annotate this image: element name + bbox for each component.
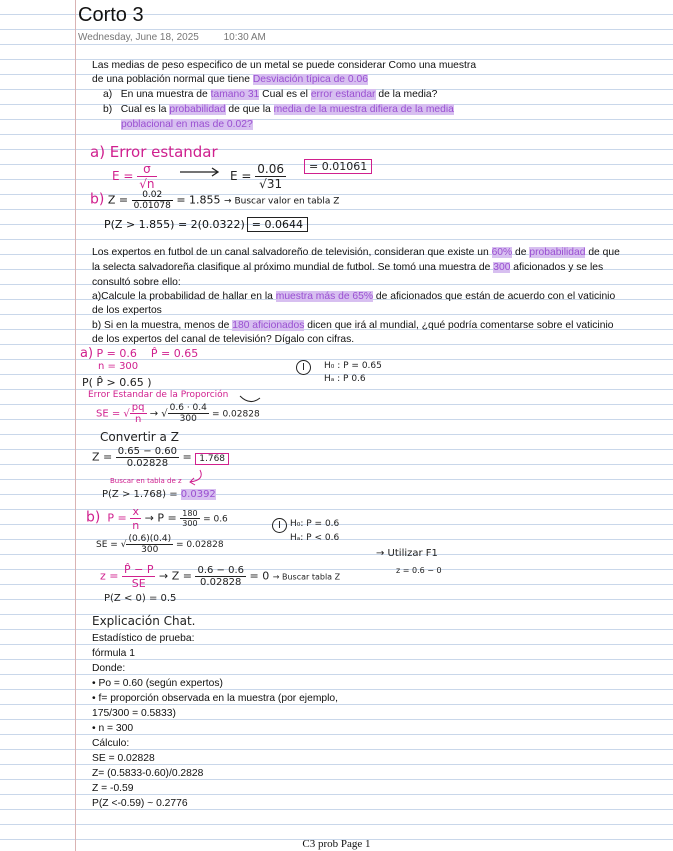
page-footer: C3 prob Page 1	[302, 838, 371, 850]
fraction-den: 0.02828	[126, 458, 169, 469]
explanation-line: 175/300 = 0.5833)	[92, 708, 176, 719]
text-fragment: de que	[585, 247, 620, 258]
fraction-den: √31	[259, 177, 283, 191]
highlight: Desviación típica de 0.06	[252, 74, 368, 85]
hw2-utilizar: → Utilizar F1	[376, 548, 438, 559]
fraction-num: 180	[182, 509, 198, 518]
boxed-result: 1.768	[195, 453, 229, 465]
hw2-z-prob	[102, 489, 216, 500]
hw2-a-prob: P( P̂ > 0.65 )	[82, 376, 152, 389]
explanation-line: Cálculo:	[92, 738, 130, 749]
hw-a-result: = 0.01061	[304, 159, 372, 174]
explanation-line: • f= proporción observada en la muestra (por ejemplo,	[92, 693, 338, 704]
fraction-num: pq	[131, 402, 145, 413]
text-fragment: En una muestra de	[120, 89, 211, 100]
formula-lhs: Z =	[92, 450, 113, 464]
hw2-z-note: Buscar en tabla de z	[110, 477, 182, 485]
hw2-hyp-mark	[296, 360, 311, 375]
result: = 0.02828	[212, 409, 260, 420]
highlight: probabilidad	[169, 104, 226, 115]
formula-lhs: P =	[157, 511, 177, 525]
result: = 0	[249, 569, 270, 583]
explanation-line: • Po = 0.60 (según expertos)	[92, 678, 223, 689]
probability: P(Z > 1.768) =	[102, 489, 178, 500]
fraction	[255, 162, 286, 191]
highlight: 60%	[491, 247, 513, 258]
probability: P(Z > 1.855) = 2(0.0322)	[104, 218, 245, 231]
item-label: b)	[90, 191, 105, 208]
hw2-z2-right: z = 0.6 − 0	[396, 566, 442, 575]
hw-a-heading: a) Error estandar	[90, 143, 218, 161]
hw2-z2	[100, 563, 340, 590]
note: → Buscar valor en tabla Z	[224, 196, 340, 207]
hw-a-formula	[112, 162, 157, 191]
formula-lhs: E =	[230, 169, 252, 183]
text-fragment: Cual es la	[120, 104, 170, 115]
explanation-line: fórmula 1	[92, 648, 135, 659]
text-fragment: aficionados y se les	[510, 262, 604, 273]
item-label: b)	[86, 509, 101, 526]
problem2-line7: de los expertos del canal de televisión? Dígalo con cifras.	[92, 334, 355, 345]
text-fragment: de aficionados que están de acuerdo con el vaticinio	[373, 291, 616, 302]
hw2-se2	[96, 534, 224, 555]
highlight: poblacional en mas de 0.02?	[121, 119, 253, 130]
text-fragment: b) Si en la muestra, menos de	[92, 320, 233, 331]
fraction-den: 0.01078	[133, 201, 171, 211]
fraction-den: 300	[182, 519, 198, 528]
formula-lhs: Z =	[107, 193, 129, 207]
sqrt-sign: √	[123, 408, 130, 420]
fraction-num: 0.02	[132, 190, 173, 201]
fraction	[130, 402, 147, 425]
hyp-mark: I	[272, 518, 287, 533]
arrow: →	[149, 408, 159, 420]
ink-arrow-pink	[190, 470, 201, 485]
problem2-line1	[92, 245, 620, 260]
hw2-conv-heading: Convertir a Z	[100, 430, 179, 444]
boxed-result: = 0.0644	[247, 217, 308, 232]
hw2-ha: Hₐ : P 0.6	[324, 374, 366, 384]
fraction	[122, 563, 155, 590]
fraction-den: √n	[139, 177, 155, 191]
note: → Buscar tabla Z	[272, 572, 341, 582]
fraction	[130, 505, 141, 532]
explanation-line: Z= (0.5833-0.60)/0.2828	[92, 768, 204, 779]
fraction	[180, 509, 199, 528]
text-fragment: dicen que irá al mundial, ¿qué podría comentarse sobre el vaticinio	[304, 320, 614, 331]
fraction-den: 300	[141, 545, 159, 555]
hw-a-calc	[230, 162, 286, 191]
hw2-prob2: P(Z < 0) = 0.5	[104, 593, 177, 604]
fraction-num: 0.6 · 0.4	[169, 403, 207, 413]
formula-lhs: SE =	[96, 408, 121, 420]
problem1-line2	[92, 72, 368, 87]
highlight: muestra más de 65%	[275, 291, 374, 302]
hw2-hab: Hₐ: P < 0.6	[290, 533, 340, 543]
sqrt-sign: √	[120, 540, 127, 550]
hw2-a-n: n = 300	[98, 361, 139, 372]
formula-lhs: P =	[107, 511, 127, 525]
fraction	[195, 565, 246, 588]
hw2-se-formula	[96, 402, 260, 425]
result: = 0.6	[203, 514, 228, 525]
fraction	[116, 446, 179, 469]
explanation-line: • n = 300	[92, 723, 134, 734]
hw2-hyp2-mark	[272, 518, 287, 533]
problem1-line1: Las medias de peso especifico de un metal se puede considerar Como una muestra	[92, 60, 477, 71]
highlight: tamano 31	[210, 89, 260, 100]
fraction-num: σ	[137, 162, 156, 177]
formula-lhs: z =	[100, 569, 119, 583]
fraction-num: P̂ − P	[124, 563, 154, 576]
hw2-chat-heading: Explicación Chat.	[92, 614, 196, 628]
item-label: b)	[103, 104, 113, 115]
highlight: probabilidad	[529, 247, 586, 258]
hw2-z-formula: Z = $\frac{0.65 - 0.60}{0.02828}$ = 1.768	[92, 446, 229, 469]
problem1-item-b	[103, 102, 454, 117]
result: = 0.02828	[175, 540, 224, 550]
hw2-se-heading: Error Estandar de la Proporción	[88, 390, 229, 400]
item-label: a)	[103, 89, 113, 100]
problem1-item-b-cont	[121, 117, 253, 132]
fraction-den: SE	[131, 577, 146, 590]
text-fragment: a)Calcule la probabilidad de hallar en la	[92, 291, 276, 302]
formula-lhs: Z =	[171, 569, 192, 583]
text-fragment: de que la	[225, 104, 274, 115]
arrow: →	[158, 569, 169, 583]
item-label: a)	[80, 346, 94, 361]
page-time: 10:30 AM	[223, 32, 266, 43]
result: = 1.855	[176, 193, 221, 207]
explanation-line: Estadístico de prueba:	[92, 633, 195, 644]
problem2-line2	[92, 260, 603, 275]
problem1-item-a	[103, 87, 437, 102]
fraction-den: 300	[179, 414, 197, 424]
highlight: media de la muestra difiera de la media	[273, 104, 454, 115]
text-fragment: la selecta salvadoreña clasifique al próximo mundial de futbol. Se tomó una muestra de	[92, 262, 494, 273]
fraction-num: (0.6)(0.4)	[128, 534, 172, 544]
text-fragment: de	[512, 247, 530, 258]
note-text: Buscar valor en tabla Z	[234, 196, 340, 207]
fraction-num: x	[130, 505, 141, 519]
fraction	[137, 162, 156, 191]
explanation-line: SE = 0.02828	[92, 753, 155, 764]
hw2-b-p	[86, 505, 228, 532]
text-fragment: de la media?	[375, 89, 438, 100]
explanation-line: P(Z <-0.59) ~ 0.2776	[92, 798, 188, 809]
fraction-num: 0.6 − 0.6	[197, 565, 244, 576]
arrow: →	[144, 511, 154, 525]
formula-lhs: SE =	[96, 540, 118, 550]
fraction-den: n	[132, 519, 140, 532]
sqrt-sign: √	[161, 408, 168, 420]
hyp-mark: I	[296, 360, 311, 375]
fraction-num: 0.06	[257, 162, 284, 176]
problem2-line6	[92, 318, 613, 333]
page-title: Corto 3	[78, 4, 144, 26]
hw2-h0: H₀ : P = 0.65	[324, 361, 382, 371]
fraction	[126, 534, 173, 555]
hw2-h0b: H₀: P = 0.6	[290, 519, 340, 529]
fraction-den: 0.02828	[200, 577, 242, 588]
highlight: 0.0392	[180, 489, 216, 500]
fraction-num: 0.65 − 0.60	[117, 446, 178, 457]
problem2-line3: consultó sobre ello:	[92, 277, 181, 288]
ink-arrow	[240, 396, 260, 402]
explanation-line: Donde:	[92, 663, 126, 674]
highlight: 180 aficionados	[232, 320, 305, 331]
page-meta	[78, 32, 288, 43]
explanation-block	[92, 631, 338, 811]
fraction	[132, 190, 173, 211]
highlight: error estandar	[310, 89, 376, 100]
given-phat: P̂ = 0.65	[150, 347, 199, 360]
fraction-den: n	[134, 414, 142, 425]
explanation-line: Z = -0.59	[92, 783, 134, 794]
text-fragment: de una población normal que tiene	[92, 74, 253, 85]
text-fragment: Los expertos en futbol de un canal salvadoreño de televisión, consideran que existe un	[92, 247, 492, 258]
hw-b-line	[90, 190, 339, 211]
fraction	[168, 403, 209, 424]
hw2-a-given	[80, 346, 198, 361]
problem2-line5: de los expertos	[92, 305, 162, 316]
highlight: 300	[493, 262, 511, 273]
text-fragment: Cual es el	[259, 89, 311, 100]
note-text: Buscar tabla Z	[281, 572, 341, 582]
problem2-line4	[92, 289, 615, 304]
page-date: Wednesday, June 18, 2025	[78, 32, 199, 43]
given-p: P = 0.6	[96, 347, 137, 360]
hw-b-prob	[104, 218, 308, 231]
formula-lhs: E =	[112, 169, 134, 183]
ink-arrow	[180, 168, 218, 176]
